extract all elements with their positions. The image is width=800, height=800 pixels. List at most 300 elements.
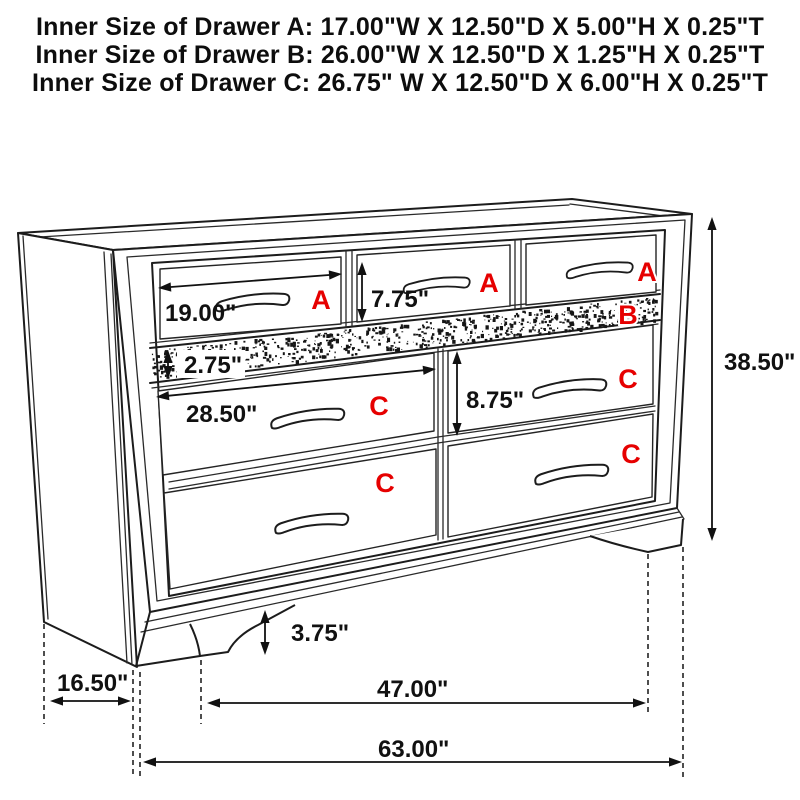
- sparkle-dot: [529, 329, 532, 332]
- sparkle-dot: [519, 322, 520, 323]
- sparkle-dot: [549, 320, 552, 323]
- sparkle-dot: [364, 345, 366, 347]
- sparkle-dot: [604, 325, 607, 328]
- sparkle-dot: [642, 317, 644, 319]
- label-drawer-a1: A: [311, 285, 331, 315]
- sparkle-dot: [504, 321, 505, 322]
- sparkle-dot: [293, 345, 296, 348]
- sparkle-dot: [639, 314, 641, 315]
- sparkle-dot: [396, 334, 398, 337]
- sparkle-dot: [432, 333, 434, 336]
- sparkle-dot: [432, 343, 433, 344]
- sparkle-dot: [438, 332, 441, 335]
- sparkle-dot: [470, 331, 473, 334]
- sparkle-dot: [266, 358, 269, 361]
- sparkle-dot: [599, 306, 600, 307]
- dim-overall-height-label: 38.50": [724, 349, 796, 376]
- sparkle-dot: [430, 322, 432, 324]
- sparkle-dot: [443, 336, 444, 337]
- sparkle-dot: [500, 333, 503, 335]
- sparkle-dot: [342, 337, 343, 338]
- sparkle-dot: [602, 315, 604, 318]
- sparkle-dot: [303, 348, 306, 351]
- sparkle-dot: [548, 316, 550, 318]
- sparkle-dot: [454, 326, 456, 328]
- sparkle-dot: [315, 336, 318, 338]
- sparkle-dot: [160, 376, 162, 377]
- sparkle-dot: [440, 339, 442, 342]
- sparkle-dot: [470, 335, 472, 337]
- sparkle-dot: [494, 329, 497, 333]
- sparkle-dot: [426, 346, 428, 348]
- sparkle-dot: [318, 347, 320, 350]
- sparkle-dot: [448, 323, 450, 325]
- sparkle-dot: [338, 334, 340, 336]
- sparkle-dot: [163, 371, 165, 373]
- sparkle-dot: [590, 304, 592, 305]
- sparkle-dot: [589, 306, 591, 308]
- sparkle-dot: [465, 326, 468, 328]
- sparkle-dot: [345, 330, 347, 331]
- sparkle-dot: [482, 331, 483, 332]
- sparkle-dot: [655, 306, 656, 308]
- sparkle-dot: [472, 340, 473, 341]
- sparkle-dot: [426, 321, 428, 323]
- sparkle-dot: [551, 312, 552, 313]
- sparkle-dot: [205, 345, 207, 346]
- sparkle-dot: [438, 329, 441, 332]
- sparkle-dot: [443, 343, 446, 346]
- sparkle-dot: [210, 345, 213, 347]
- sparkle-dot: [600, 310, 603, 314]
- sparkle-dot: [422, 325, 424, 327]
- label-drawer-c-upper-left: C: [369, 391, 389, 421]
- sparkle-dot: [599, 318, 601, 321]
- sparkle-dot: [433, 328, 434, 329]
- sparkle-dot: [481, 334, 484, 338]
- sparkle-dot: [278, 347, 280, 348]
- sparkle-dot: [609, 315, 610, 316]
- sparkle-dot: [468, 339, 470, 341]
- sparkle-dot: [274, 342, 276, 344]
- sparkle-dot: [456, 319, 458, 320]
- sparkle-dot: [505, 318, 508, 320]
- sparkle-dot: [445, 337, 448, 339]
- sparkle-dot: [379, 339, 381, 341]
- sparkle-dot: [372, 336, 373, 337]
- sparkle-dot: [315, 344, 316, 345]
- sparkle-dot: [648, 302, 650, 305]
- sparkle-dot: [522, 311, 525, 313]
- sparkle-dot: [170, 375, 172, 377]
- sparkle-dot: [272, 339, 274, 341]
- sparkle-dot: [652, 311, 654, 313]
- sparkle-dot: [272, 358, 273, 359]
- sparkle-dot: [153, 358, 155, 361]
- sparkle-dot: [474, 325, 477, 329]
- sparkle-dot: [387, 338, 390, 342]
- sparkle-dot: [259, 339, 262, 341]
- sparkle-dot: [563, 314, 565, 316]
- sparkle-dot: [288, 356, 289, 357]
- sparkle-dot: [646, 298, 648, 299]
- sparkle-dot: [596, 306, 599, 308]
- sparkle-dot: [323, 335, 325, 337]
- title-line-drawer-b: Inner Size of Drawer B: 26.00"W X 12.50"D X 1.25"H X 0.25"T: [35, 41, 765, 69]
- sparkle-dot: [375, 332, 378, 334]
- label-drawer-a2: A: [479, 268, 499, 298]
- sparkle-dot: [472, 320, 475, 322]
- sparkle-dot: [512, 333, 513, 334]
- sparkle-dot: [384, 328, 386, 329]
- sparkle-dot: [331, 334, 333, 337]
- sparkle-dot: [229, 343, 231, 344]
- sparkle-dot: [534, 329, 535, 331]
- sparkle-dot: [511, 331, 513, 333]
- sparkle-dot: [393, 332, 395, 334]
- sparkle-dot: [240, 347, 241, 348]
- sparkle-dot: [571, 312, 574, 316]
- sparkle-dot: [359, 350, 361, 351]
- arrowhead-icon: [143, 757, 156, 766]
- sparkle-dot: [496, 315, 499, 319]
- arrowhead-icon: [707, 528, 716, 541]
- sparkle-dot: [416, 334, 418, 336]
- sparkle-dot: [328, 342, 331, 346]
- sparkle-dot: [556, 319, 558, 321]
- sparkle-dot: [336, 339, 339, 344]
- sparkle-dot: [641, 321, 644, 325]
- sparkle-dot: [493, 314, 494, 315]
- sparkle-dot: [394, 342, 395, 344]
- sparkle-dot: [349, 346, 351, 348]
- sparkle-dot: [399, 342, 401, 344]
- sparkle-dot: [530, 314, 532, 315]
- sparkle-dot: [172, 368, 175, 372]
- sparkle-dot: [543, 318, 545, 319]
- sparkle-dot: [215, 345, 218, 347]
- sparkle-dot: [407, 325, 410, 329]
- sparkle-dot: [653, 298, 654, 299]
- sparkle-dot: [307, 345, 308, 346]
- sparkle-dot: [469, 324, 470, 325]
- sparkle-dot: [536, 317, 538, 320]
- sparkle-dot: [645, 320, 646, 322]
- sparkle-dot: [612, 324, 614, 325]
- sparkle-dot: [652, 300, 655, 304]
- sparkle-dot: [164, 352, 166, 353]
- sparkle-dot: [413, 334, 416, 336]
- dim-drawer-a-height-label: 7.75": [371, 286, 430, 313]
- sparkle-dot: [569, 329, 571, 332]
- sparkle-dot: [437, 338, 439, 340]
- sparkle-dot: [421, 336, 422, 337]
- sparkle-dot: [318, 334, 321, 337]
- sparkle-dot: [255, 365, 257, 367]
- sparkle-dot: [401, 331, 403, 332]
- sparkle-dot: [315, 341, 316, 342]
- sparkle-dot: [508, 327, 510, 329]
- dim-drawer-a-width-label: 19.00": [165, 300, 237, 327]
- sparkle-dot: [606, 322, 607, 323]
- sparkle-dot: [416, 343, 418, 346]
- arrowhead-icon: [707, 217, 716, 230]
- sparkle-dot: [505, 322, 508, 325]
- dim-overall-width-label: 63.00": [378, 736, 450, 763]
- sparkle-dot: [473, 341, 475, 344]
- sparkle-dot: [326, 340, 328, 342]
- sparkle-dot: [423, 337, 424, 338]
- sparkle-dot: [262, 351, 264, 353]
- sparkle-dot: [520, 330, 521, 332]
- sparkle-dot: [521, 323, 524, 326]
- sparkle-dot: [486, 325, 489, 329]
- sparkle-dot: [391, 345, 394, 347]
- sparkle-dot: [503, 337, 506, 339]
- sparkle-dot: [569, 326, 570, 327]
- sparkle-dot: [544, 310, 547, 314]
- sparkle-dot: [378, 343, 381, 346]
- sparkle-dot: [345, 333, 346, 334]
- sparkle-dot: [653, 319, 656, 323]
- sparkle-dot: [446, 339, 448, 341]
- sparkle-dot: [459, 321, 460, 322]
- sparkle-dot: [642, 301, 644, 302]
- sparkle-dot: [366, 342, 368, 344]
- sparkle-dot: [281, 348, 284, 350]
- sparkle-dot: [372, 330, 373, 331]
- sparkle-dot: [564, 311, 565, 312]
- sparkle-dot: [255, 346, 256, 348]
- sparkle-dot: [322, 355, 325, 359]
- sparkle-dot: [467, 342, 468, 343]
- sparkle-dot: [190, 347, 193, 348]
- sparkle-dot: [534, 314, 535, 315]
- sparkle-dot: [355, 353, 358, 355]
- sparkle-dot: [280, 357, 282, 358]
- sparkle-dot: [161, 371, 163, 375]
- sparkle-dot: [307, 338, 308, 339]
- sparkle-dot: [521, 328, 523, 330]
- sparkle-dot: [469, 318, 471, 321]
- sparkle-dot: [545, 321, 547, 323]
- sparkle-dot: [296, 351, 298, 353]
- sparkle-dot: [299, 358, 301, 360]
- sparkle-dot: [444, 327, 446, 329]
- sparkle-dot: [291, 338, 294, 340]
- sparkle-dot: [535, 324, 537, 326]
- sparkle-dot: [536, 314, 538, 317]
- title-line-drawer-c: Inner Size of Drawer C: 26.75" W X 12.50"D X 6.00"H X 0.25"T: [31, 69, 769, 97]
- sparkle-dot: [395, 347, 396, 348]
- sparkle-dot: [301, 356, 304, 359]
- sparkle-dot: [305, 361, 306, 362]
- sparkle-dot: [610, 310, 611, 311]
- sparkle-dot: [316, 349, 319, 352]
- sparkle-dot: [557, 327, 558, 329]
- sparkle-dot: [510, 323, 512, 325]
- sparkle-dot: [253, 354, 254, 356]
- sparkle-dot: [388, 334, 389, 335]
- sparkle-dot: [490, 338, 493, 342]
- dim-foot-height-label: 3.75": [291, 620, 350, 647]
- sparkle-dot: [263, 357, 266, 359]
- sparkle-dot: [580, 311, 582, 312]
- sparkle-dot: [500, 326, 503, 330]
- sparkle-dot: [653, 314, 655, 317]
- dim-side-depth-label: 16.50": [57, 670, 129, 697]
- sparkle-dot: [442, 329, 444, 330]
- sparkle-dot: [539, 332, 542, 334]
- sparkle-dot: [451, 336, 454, 340]
- arrowhead-icon: [669, 757, 682, 766]
- sparkle-dot: [431, 337, 434, 340]
- sparkle-dot: [303, 341, 306, 343]
- label-drawer-c-upper-right: C: [618, 364, 638, 394]
- sparkle-dot: [248, 363, 249, 364]
- sparkle-dot: [290, 343, 293, 347]
- sparkle-dot: [582, 321, 584, 322]
- sparkle-dot: [292, 361, 294, 362]
- arrowhead-icon: [260, 642, 269, 655]
- sparkle-dot: [453, 330, 455, 332]
- sparkle-dot: [565, 330, 567, 333]
- sparkle-dot: [320, 342, 322, 345]
- sparkle-dot: [612, 315, 615, 317]
- sparkle-dot: [594, 314, 597, 318]
- sparkle-dot: [568, 312, 569, 313]
- sparkle-dot: [611, 323, 613, 324]
- sparkle-dot: [604, 316, 606, 319]
- sparkle-dot: [539, 323, 540, 324]
- dim-strip-height-label: 2.75": [184, 352, 243, 379]
- sparkle-dot: [327, 353, 329, 355]
- sparkle-dot: [593, 310, 594, 312]
- sparkle-dot: [562, 322, 565, 324]
- sparkle-dot: [422, 339, 425, 342]
- sparkle-dot: [375, 327, 377, 329]
- sparkle-dot: [350, 344, 352, 346]
- sparkle-dot: [593, 305, 596, 307]
- sparkle-dot: [269, 355, 272, 359]
- sparkle-dot: [225, 344, 227, 346]
- sparkle-dot: [404, 325, 407, 329]
- sparkle-dot: [154, 363, 156, 365]
- sparkle-dot: [493, 319, 496, 322]
- sparkle-dot: [554, 317, 557, 319]
- sparkle-dot: [577, 328, 580, 330]
- sparkle-dot: [578, 315, 581, 317]
- sparkle-dot: [313, 347, 316, 350]
- sparkle-dot: [652, 308, 654, 311]
- sparkle-dot: [534, 320, 536, 322]
- sparkle-dot: [590, 325, 593, 329]
- right-bracket-foot: [590, 519, 683, 552]
- sparkle-dot: [602, 322, 603, 323]
- sparkle-dot: [196, 345, 198, 346]
- sparkle-dot: [475, 333, 476, 334]
- sparkle-dot: [589, 319, 591, 321]
- sparkle-dot: [490, 319, 491, 320]
- sparkle-dot: [462, 342, 464, 343]
- sparkle-dot: [544, 330, 546, 331]
- sparkle-dot: [586, 322, 589, 324]
- sparkle-dot: [253, 347, 255, 348]
- sparkle-dot: [506, 332, 508, 333]
- sparkle-dot: [615, 304, 617, 306]
- sparkle-dot: [331, 344, 334, 348]
- sparkle-dot: [407, 341, 408, 342]
- sparkle-dot: [387, 335, 388, 336]
- sparkle-dot: [308, 350, 310, 351]
- sparkle-dot: [498, 335, 499, 336]
- sparkle-dot: [428, 344, 430, 346]
- sparkle-dot: [374, 340, 376, 341]
- sparkle-dot: [548, 331, 551, 335]
- sparkle-dot: [275, 355, 277, 357]
- sparkle-dot: [477, 336, 480, 338]
- sparkle-dot: [440, 330, 443, 333]
- sparkle-dot: [597, 303, 599, 306]
- sparkle-dot: [386, 348, 389, 352]
- sparkle-dot: [519, 334, 522, 338]
- sparkle-dot: [507, 329, 508, 331]
- sparkle-dot: [335, 339, 337, 340]
- sparkle-dot: [538, 329, 540, 332]
- sparkle-dot: [312, 356, 315, 360]
- sparkle-dot: [511, 329, 513, 330]
- sparkle-dot: [361, 340, 363, 343]
- sparkle-dot: [354, 336, 356, 337]
- sparkle-dot: [586, 321, 588, 323]
- sparkle-dot: [643, 310, 646, 312]
- sparkle-dot: [572, 328, 574, 330]
- sparkle-dot: [386, 328, 388, 329]
- sparkle-dot: [264, 341, 266, 343]
- arrowhead-icon: [633, 698, 646, 707]
- sparkle-dot: [582, 326, 584, 327]
- sparkle-dot: [551, 318, 553, 320]
- sparkle-dot: [547, 324, 549, 326]
- sparkle-dot: [249, 365, 251, 368]
- sparkle-dot: [383, 330, 386, 334]
- sparkle-dot: [655, 312, 658, 316]
- sparkle-dot: [614, 310, 615, 311]
- sparkle-dot: [202, 347, 204, 350]
- sparkle-dot: [448, 333, 451, 335]
- sparkle-dot: [643, 315, 646, 319]
- sparkle-dot: [585, 327, 588, 329]
- sparkle-dot: [395, 349, 398, 352]
- sparkle-dot: [369, 328, 371, 329]
- sparkle-dot: [320, 349, 323, 353]
- sparkle-dot: [452, 340, 455, 344]
- label-drawer-c-lower-right: C: [621, 439, 641, 469]
- sparkle-dot: [599, 324, 602, 328]
- sparkle-dot: [267, 343, 270, 345]
- sparkle-dot: [366, 331, 369, 334]
- sparkle-dot: [367, 345, 370, 348]
- sparkle-dot: [170, 353, 171, 355]
- sparkle-dot: [351, 354, 353, 357]
- sparkle-dot: [341, 335, 342, 337]
- sparkle-dot: [413, 342, 414, 343]
- sparkle-dot: [549, 328, 552, 330]
- sparkle-dot: [278, 363, 280, 364]
- sparkle-dot: [447, 320, 450, 323]
- sparkle-dot: [609, 316, 612, 319]
- sparkle-dot: [172, 356, 174, 357]
